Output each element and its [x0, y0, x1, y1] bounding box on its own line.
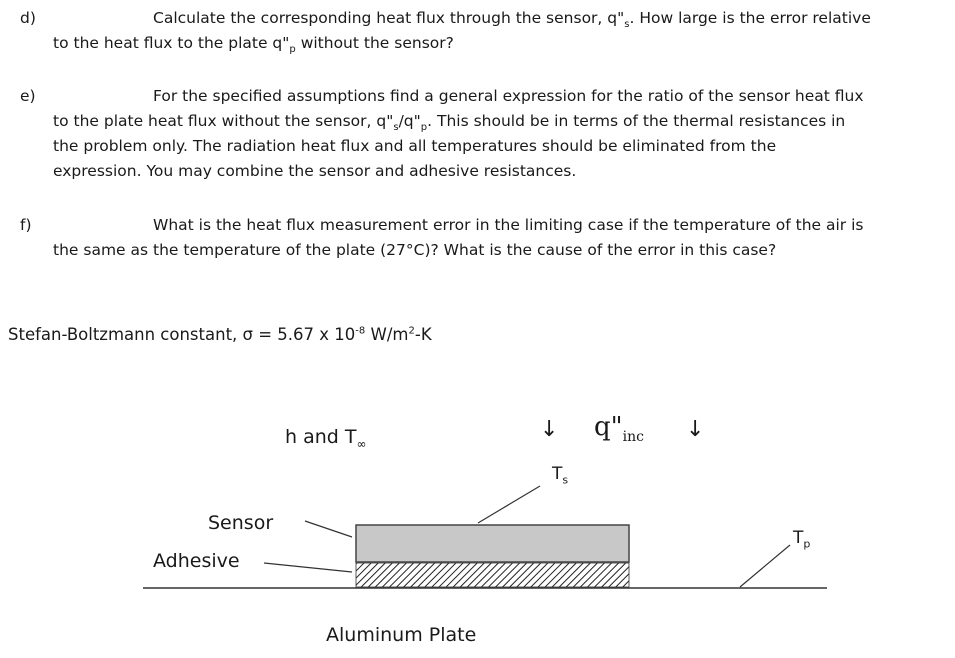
- tp-leader-line: [740, 545, 790, 587]
- question-text-line: For the specified assumptions find a general expression for the ratio of the sensor heat flux: [153, 87, 864, 105]
- incident-flux-label: $q"_{inc}$: [594, 412, 644, 446]
- question-text-line: to the heat flux to the plate $q"_p$ without the sensor?: [53, 34, 454, 56]
- question-text-line: the problem only. The radiation heat flux and all temperatures should be eliminated from the: [53, 137, 777, 155]
- question-text-line: the same as the temperature of the plate (27°C)? What is the cause of the error in this case?: [53, 241, 777, 259]
- sensor-block: [356, 525, 629, 562]
- question-text-line: expression. You may combine the sensor and adhesive resistances.: [53, 162, 577, 180]
- down-arrow-icon: ↓: [686, 417, 705, 442]
- down-arrow-icon: ↓: [540, 417, 559, 442]
- sensor-leader-line: [305, 521, 352, 537]
- question-text-line: to the plate heat flux without the sensor, $q"_s/q"_p$. This should be in terms of the thermal resistances in: [53, 112, 846, 134]
- ts-leader-line: [478, 486, 540, 523]
- adhesive-leader-line: [264, 563, 352, 572]
- adhesive-label: Adhesive: [153, 550, 240, 572]
- question-text-line: What is the heat flux measurement error in the limiting case if the temperature of the air is: [153, 216, 864, 234]
- question-label: d): [20, 9, 36, 27]
- question-label: e): [20, 87, 36, 105]
- question-text-line: Calculate the corresponding heat flux through the sensor, $q"_s$. How large is the error relative: [153, 9, 871, 31]
- stefan-boltzmann-constant: Stefan-Boltzmann constant, σ = 5.67 x $10^{-8}$ $W/m^2-K$: [8, 325, 432, 344]
- sensor-label: Sensor: [208, 512, 274, 534]
- plate-label: Aluminum Plate: [326, 624, 477, 646]
- sensor-temp-label: $T_s$: [552, 464, 569, 487]
- plate-temp-label: $T_p$: [793, 528, 811, 551]
- question-label: f): [20, 216, 32, 234]
- convection-label: h and $T_\infty$: [285, 426, 367, 451]
- adhesive-layer: [356, 563, 629, 587]
